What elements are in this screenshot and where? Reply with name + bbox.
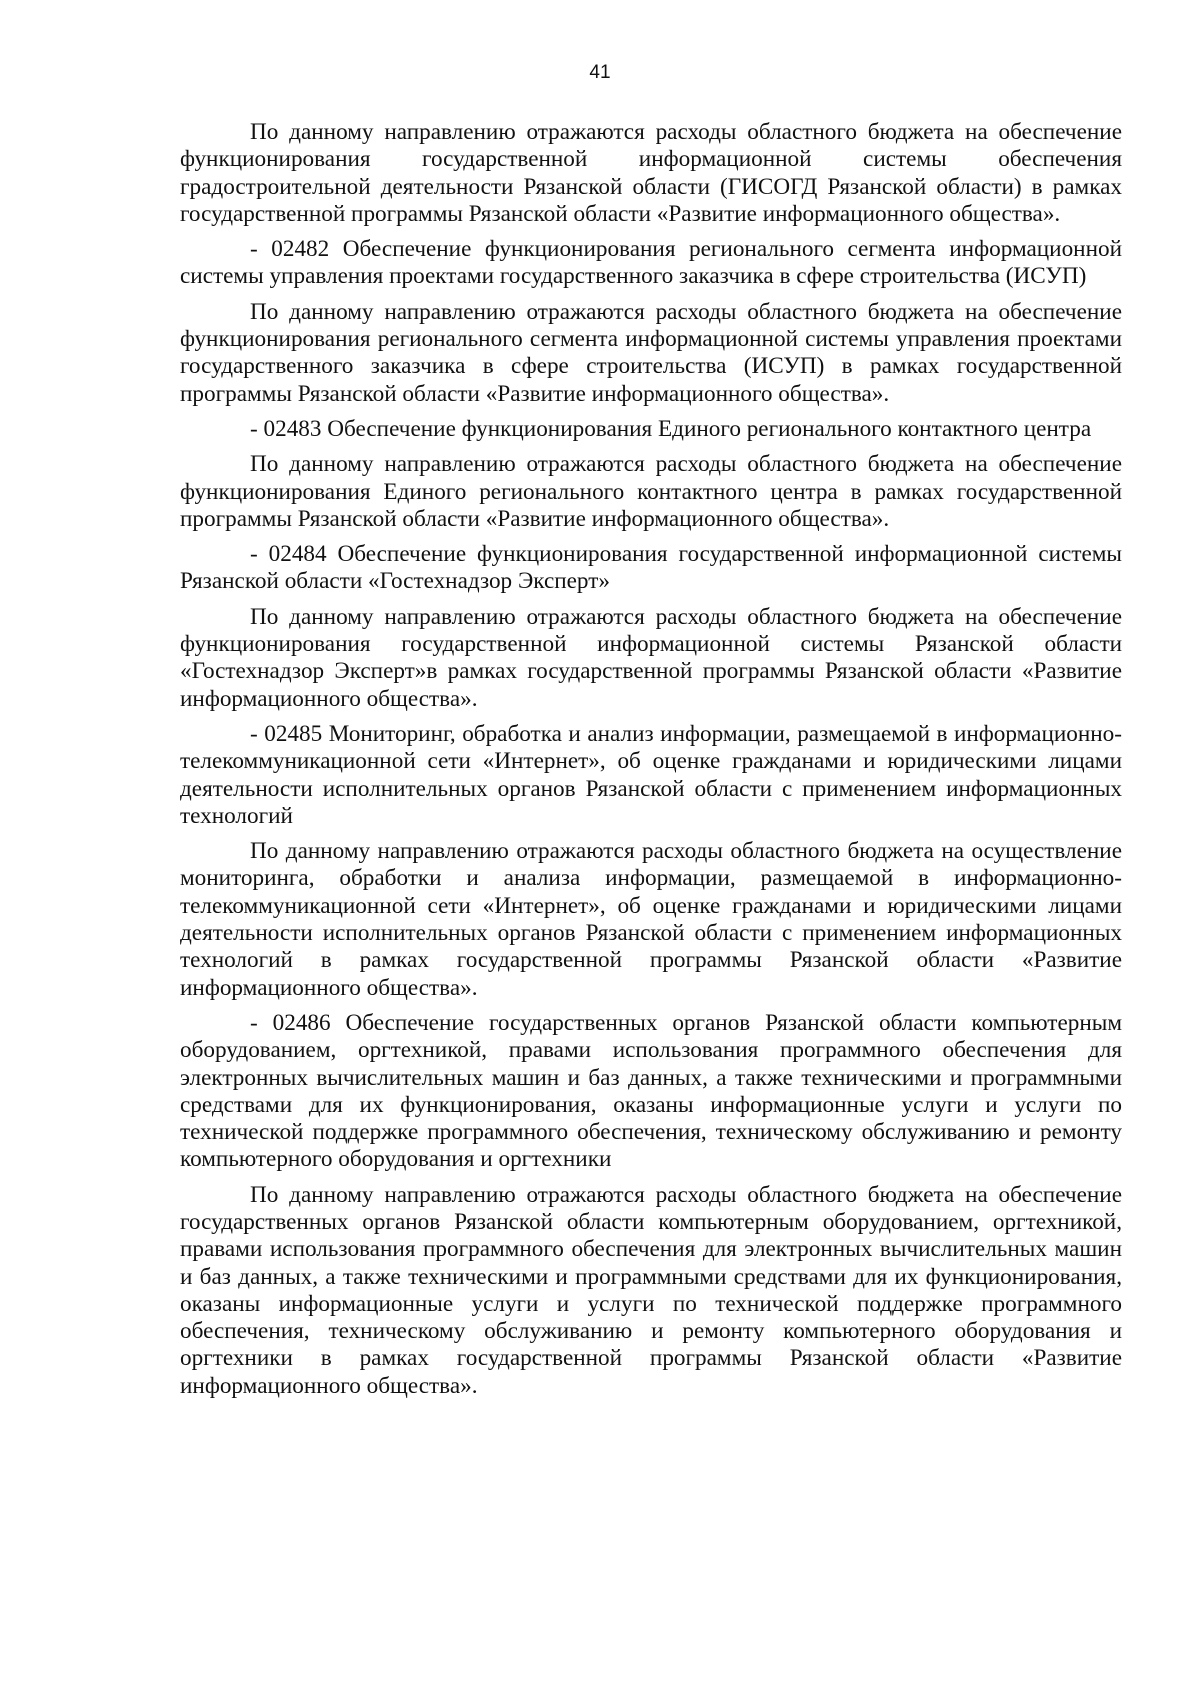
paragraph-item-heading: - 02486 Обеспечение государственных органов Рязанской области компьютерным оборудованием, оргтехникой, правами использования программного обеспечения для электронных вычислительных машин и баз данных, а также техническими и программными средствами для их функционирования, оказаны информационные услуги и услуги по технической поддержке программного обеспечения, техническому обслуживанию и ремонту компьютерного оборудования и оргтехники <box>180 1009 1122 1173</box>
page-number: 41 <box>589 62 611 83</box>
paragraph-item-heading: - 02485 Мониторинг, обработка и анализ информации, размещаемой в информационно-телекоммуникационной сети «Интернет», об оценке гражданами и юридическими лицами деятельности исполнительных органов Рязанской области с применением информационных технологий <box>180 720 1122 829</box>
document-body <box>180 119 1122 1400</box>
paragraph-description: По данному направлению отражаются расходы областного бюджета на обеспечение функционирования регионального сегмента информационной системы управления проектами государственного заказчика в сфере строительства (ИСУП) в рамках государственной программы Рязанской области «Развитие информационного общества». <box>180 298 1122 407</box>
paragraph-description: По данному направлению отражаются расходы областного бюджета на обеспечение государственных органов Рязанской области компьютерным оборудованием, оргтехникой, правами использования программного обеспечения для электронных вычислительных машин и баз данных, а также техническими и программными средствами для их функционирования, оказаны информационные услуги и услуги по технической поддержке программного обеспечения, техническому обслуживанию и ремонту компьютерного оборудования и оргтехники в рамках государственной программы Рязанской области «Развитие информационного общества». <box>180 1181 1122 1399</box>
paragraph-item-heading: - 02482 Обеспечение функционирования регионального сегмента информационной системы управления проектами государственного заказчика в сфере строительства (ИСУП) <box>180 236 1122 290</box>
paragraph-description: По данному направлению отражаются расходы областного бюджета на обеспечение функционирования Единого регионального контактного центра в рамках государственной программы Рязанской области «Развитие информационного общества». <box>180 451 1122 532</box>
paragraph-item-heading: - 02484 Обеспечение функционирования государственной информационной системы Рязанской области «Гостехнадзор Эксперт» <box>180 541 1122 595</box>
paragraph-item-heading: - 02483 Обеспечение функционирования Единого регионального контактного центра <box>250 415 1092 442</box>
paragraph-description: По данному направлению отражаются расходы областного бюджета на обеспечение функционирования государственной информационной системы Рязанской области «Гостехнадзор Эксперт»в рамках государственной программы Рязанской области «Развитие информационного общества». <box>180 603 1122 712</box>
paragraph-description: По данному направлению отражаются расходы областного бюджета на осуществление мониторинга, обработки и анализа информации, размещаемой в информационно-телекоммуникационной сети «Интернет», об оценке гражданами и юридическими лицами деятельности исполнительных органов Рязанской области с применением информационных технологий в рамках государственной программы Рязанской области «Развитие информационного общества». <box>180 838 1122 1001</box>
paragraph-description: По данному направлению отражаются расходы областного бюджета на обеспечение функционирования государственной информационной системы обеспечения градостроительной деятельности Рязанской области (ГИСОГД Рязанской области) в рамках государственной программы Рязанской области «Развитие информационного общества». <box>180 119 1122 227</box>
